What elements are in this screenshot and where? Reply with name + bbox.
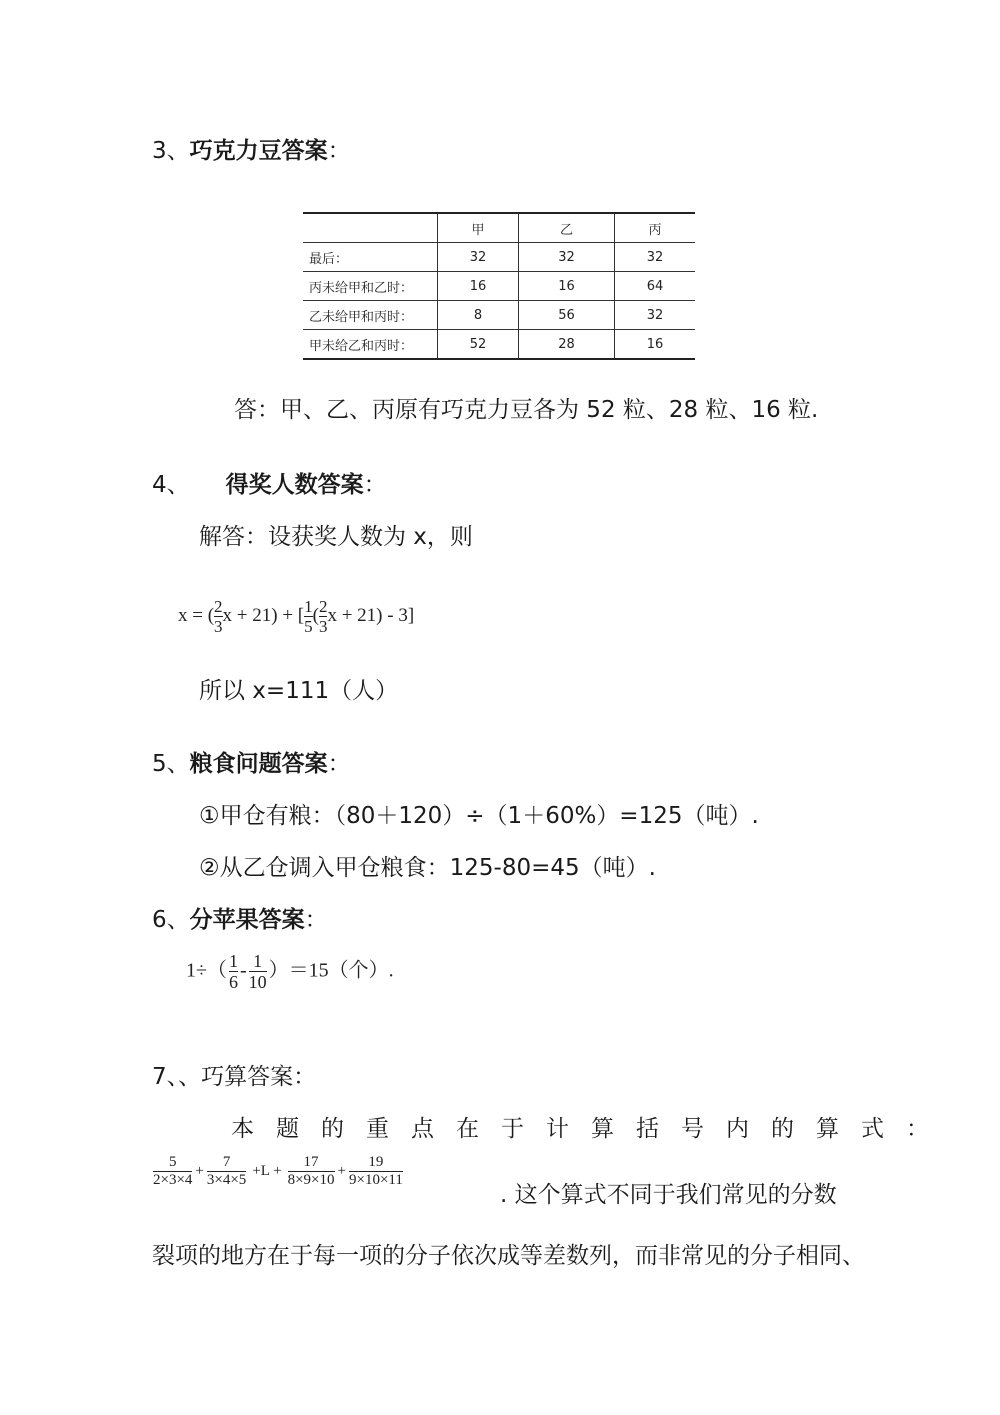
table-cell: 28 [519, 330, 615, 360]
section-4-title: 得奖人数答案 [225, 472, 364, 498]
row-label: 最后： [303, 243, 438, 272]
section-5-number: 5、 [152, 751, 190, 777]
section-3-title: 巧克力豆答案 [189, 138, 328, 164]
table-header-row [303, 213, 695, 243]
fraction: $\frac{1}{6}$ [228, 951, 238, 992]
section-7-equation: $\frac{5}{2\times 3\times 4}$ + $\frac{7}{3\times 4\times 5}$ +L + $\frac{17}{8\times 9\times 10}$ + $\frac{19}{9\times 10\times 11}$ [153, 1154, 403, 1188]
table-cell: 32 [615, 243, 696, 272]
section-4-heading: 4、 得奖人数答案： [152, 472, 387, 498]
table-cell: 32 [615, 301, 696, 330]
section-4-result: 所以 x=111（人） [199, 678, 399, 704]
section-7-line-1: 本题的重点在于计算括号内的算式： [231, 1116, 951, 1142]
table-cell: 16 [615, 330, 696, 360]
table-row [303, 272, 695, 301]
table-header-cell: 乙 [519, 213, 615, 243]
section-5-line-1: ①甲仓有粮：（80＋120）÷（1＋60%）=125（吨）. [199, 803, 759, 829]
section-6-title: 分苹果答案 [189, 907, 305, 933]
fraction: $\frac{5}{2\times 3\times 4}$ [153, 1154, 193, 1188]
row-label: 甲未给乙和丙时： [303, 330, 438, 360]
table-cell: 64 [615, 272, 696, 301]
table-row [303, 301, 695, 330]
row-label: 丙未给甲和乙时： [303, 272, 438, 301]
chocolate-table [303, 212, 695, 360]
section-3-answer: 答：甲、乙、丙原有巧克力豆各为 52 粒、28 粒、16 粒. [234, 397, 819, 423]
fraction: $\frac{2}{3}$ [214, 597, 223, 636]
section-6-equation: 1÷（ $\frac{1}{6}$ - $\frac{1}{10}$ ）＝15（个）. [186, 951, 394, 992]
table-cell: 52 [438, 330, 519, 360]
table-cell: 56 [519, 301, 615, 330]
section-3-heading: 3、巧克力豆答案： [152, 138, 351, 164]
row-label: 乙未给甲和丙时： [303, 301, 438, 330]
section-5-title: 粮食问题答案 [189, 751, 328, 777]
section-5-line-2: ②从乙仓调入甲仓粮食：125-80=45（吨）. [199, 855, 656, 881]
section-6-number: 6、 [152, 907, 190, 933]
table-cell: 16 [519, 272, 615, 301]
section-3-number: 3、 [152, 138, 190, 164]
table-row [303, 330, 695, 360]
table-header-cell: 甲 [438, 213, 519, 243]
section-5-heading: 5、粮食问题答案： [152, 751, 351, 777]
table-header-cell: 丙 [615, 213, 696, 243]
section-4-intro: 解答：设获奖人数为 x，则 [199, 524, 473, 550]
fraction: $\frac{1}{5}$ [304, 597, 313, 636]
section-7-line-2: . 这个算式不同于我们常见的分数 [500, 1182, 837, 1208]
fraction: $\frac{2}{3}$ [318, 597, 328, 636]
table-header-cell [303, 213, 438, 243]
section-4-number: 4、 [152, 472, 190, 498]
table-cell: 8 [438, 301, 519, 330]
fraction: $\frac{19}{9\times 10\times 11}$ [348, 1154, 403, 1188]
table-cell: 16 [438, 272, 519, 301]
section-4-equation: x = ( $\frac{2}{3}$ x + 21) + [ $\frac{1}{5}$ ( $\frac{2}{3}$ x + 21) - 3] [178, 597, 415, 636]
table-cell: 32 [438, 243, 519, 272]
fraction: $\frac{1}{10}$ [248, 951, 267, 992]
table-row [303, 243, 695, 272]
section-7-line-3: 裂项的地方在于每一项的分子依次成等差数列，而非常见的分子相同、 [152, 1243, 865, 1269]
table-cell: 32 [519, 243, 615, 272]
fraction: $\frac{7}{3\times 4\times 5}$ [206, 1154, 247, 1188]
section-7-heading: 7、、巧算答案： [152, 1064, 317, 1090]
section-6-heading: 6、分苹果答案： [152, 907, 328, 933]
fraction: $\frac{17}{8\times 9\times 10}$ [287, 1154, 335, 1188]
